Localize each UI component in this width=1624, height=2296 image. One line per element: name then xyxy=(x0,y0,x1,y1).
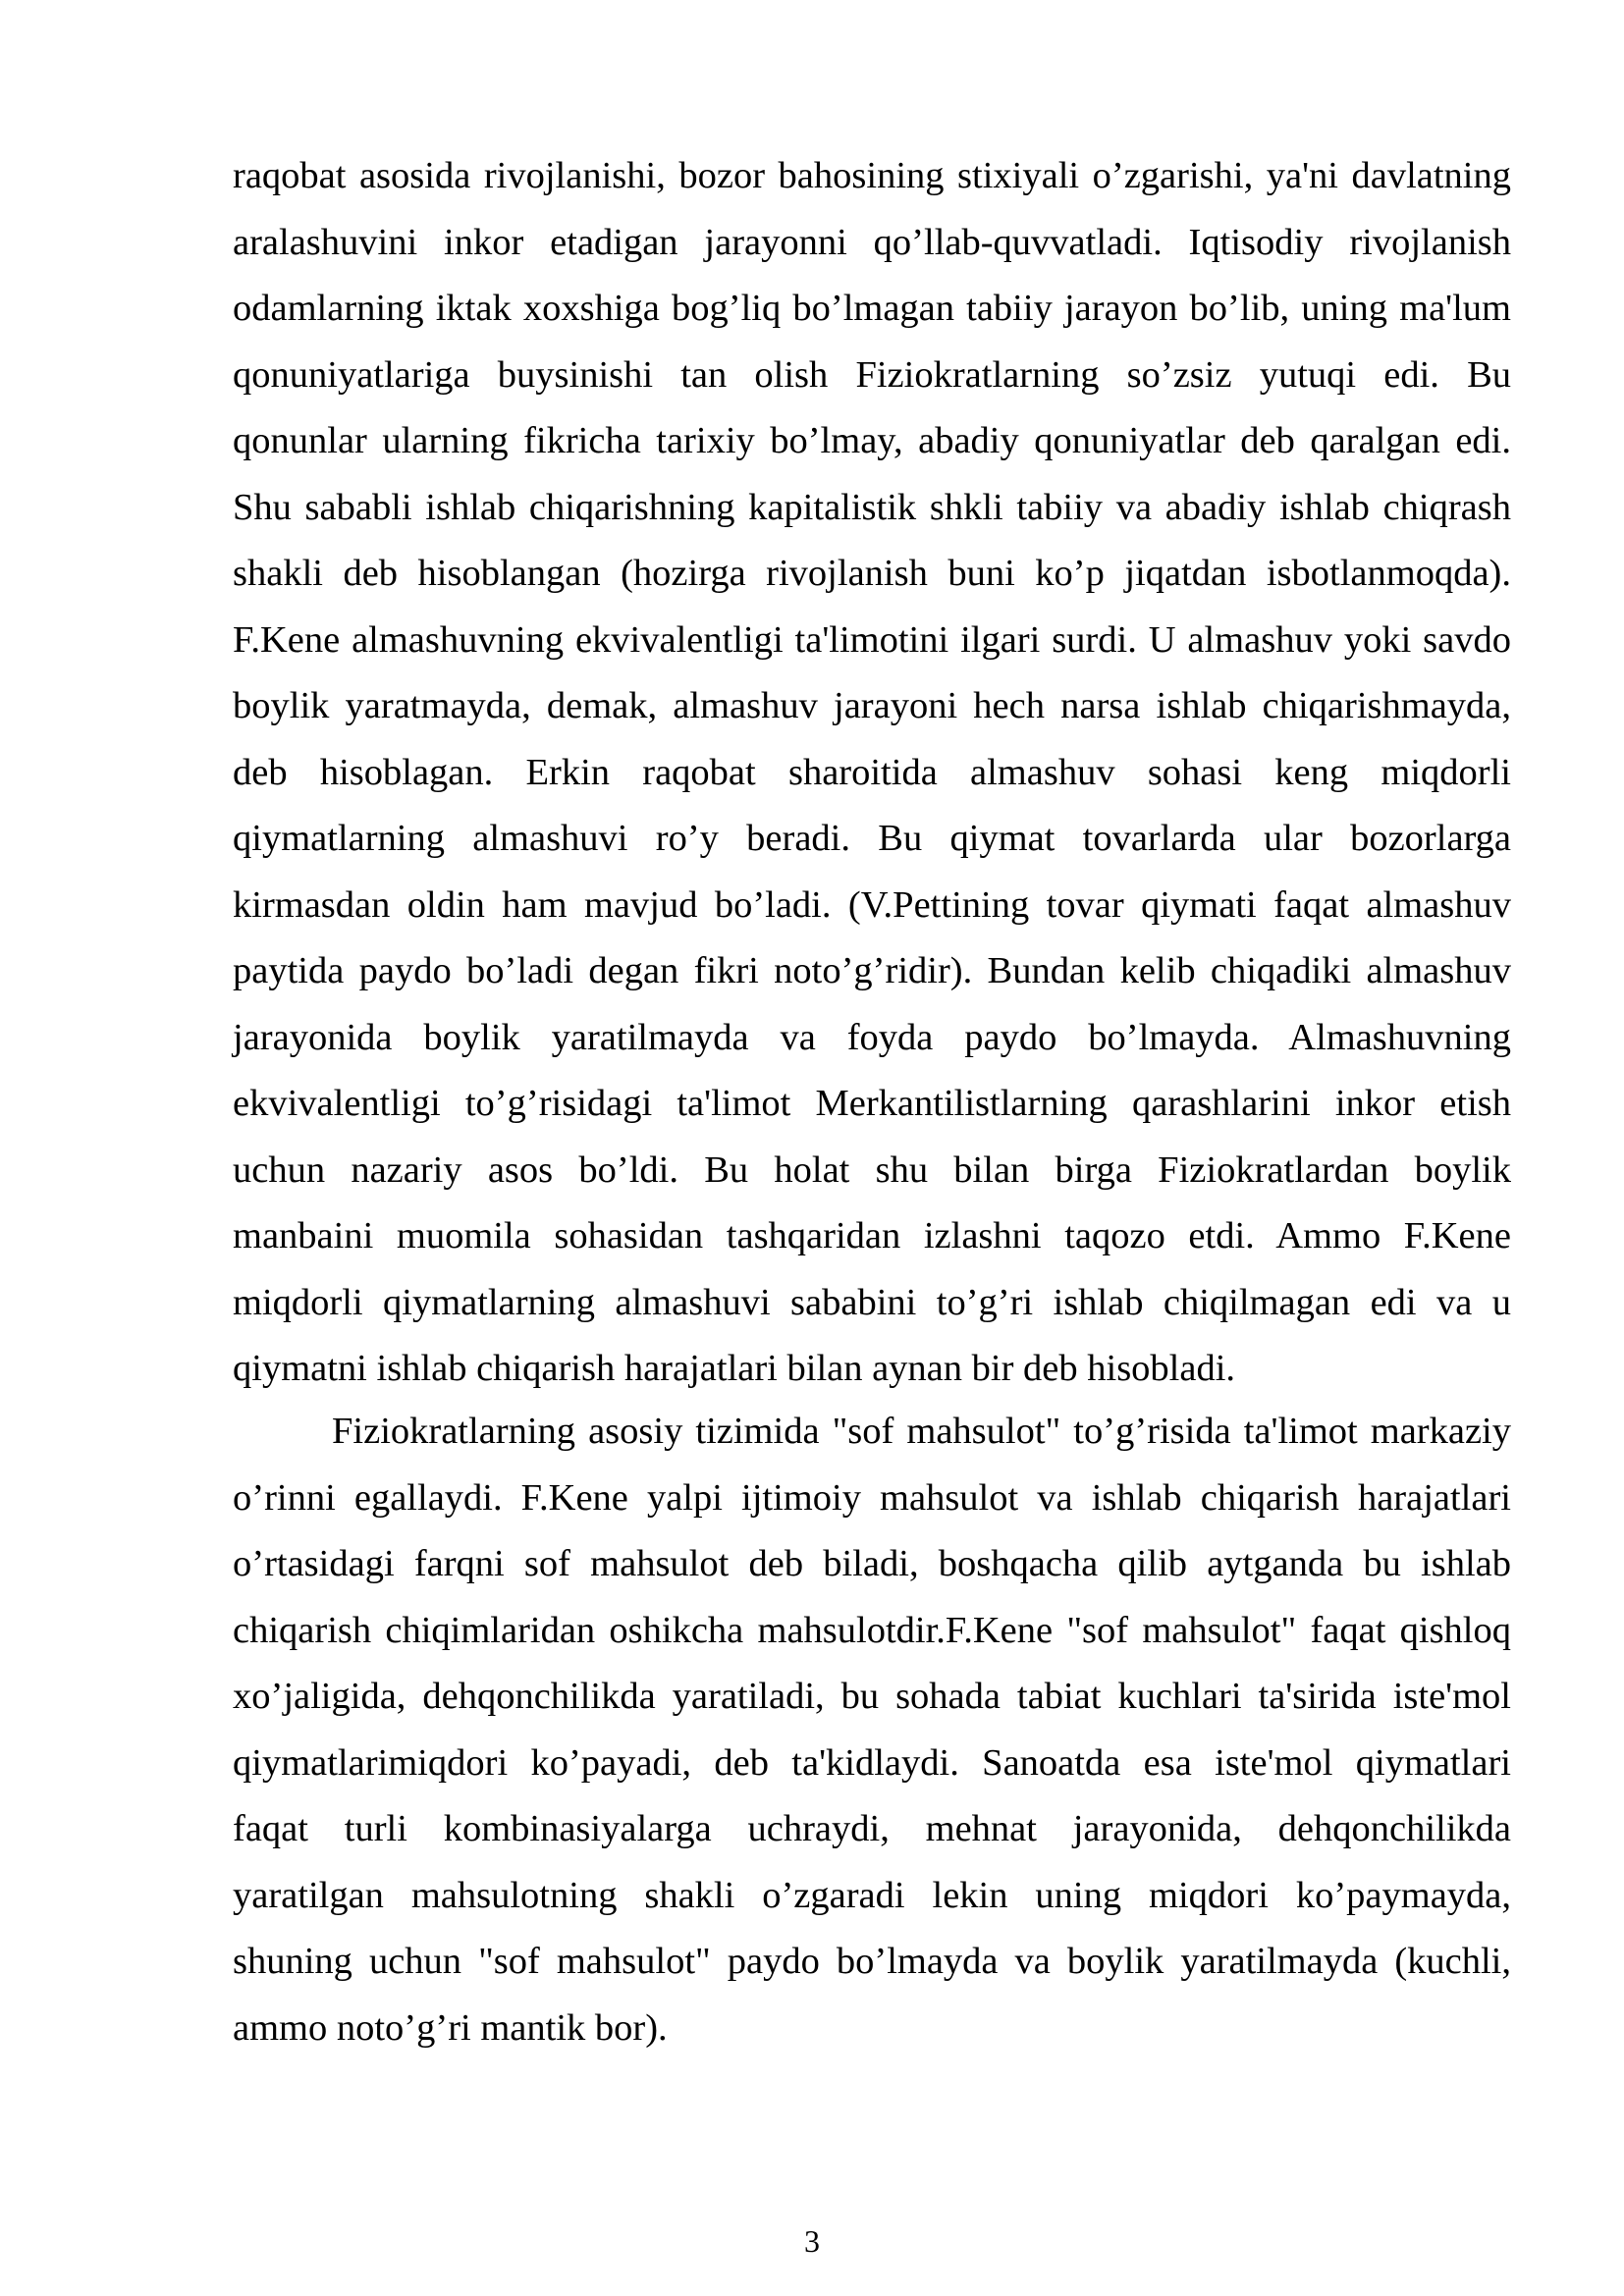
text-line: Fiziokratlarning asosiy tizimida "sof mahsulot" to’g’risida ta'limot markaziy xyxy=(332,1411,1511,1452)
text-line: yaratilgan mahsulotning shakli o’zgaradi lekin uning miqdori ko’paymayda, xyxy=(233,1874,1511,1916)
text-line: manbaini muomila sohasidan tashqaridan izlashni taqozo etdi. Ammo F.Kene xyxy=(233,1215,1511,1256)
text-line: deb hisoblagan. Erkin raqobat sharoitida almashuv sohasi keng miqdorli xyxy=(233,751,1511,793)
text-line: aralashuvini inkor etadigan jarayonni qo’llab-quvvatladi. Iqtisodiy rivojlanish xyxy=(233,221,1511,263)
paragraph-1 xyxy=(233,143,1511,1403)
text-line: Shu sababli ishlab chiqarishning kapitalistik shkli tabiiy va abadiy ishlab chiqrash xyxy=(233,486,1511,528)
text-line: odamlarning iktak xoxshiga bog’liq bo’lmagan tabiiy jarayon bo’lib, uning ma'lum xyxy=(233,288,1511,329)
text-line: miqdorli qiymatlarning almashuvi sababini to’g’ri ishlab chiqilmagan edi va u xyxy=(233,1281,1511,1323)
text-line: paytida paydo bo’ladi degan fikri noto’g’ridir). Bundan kelib chiqadiki almashuv xyxy=(233,950,1511,991)
text-line: qiymatni ishlab chiqarish harajatlari bilan aynan bir deb hisobladi. xyxy=(233,1348,1236,1389)
text-line: faqat turli kombinasiyalarga uchraydi, mehnat jarayonida, dehqonchilikda xyxy=(233,1808,1511,1849)
text-line: ammo noto’g’ri mantik bor). xyxy=(233,2006,668,2049)
text-line: shakli deb hisoblangan (hozirga rivojlanish buni ko’p jiqatdan isbotlanmoqda). xyxy=(233,553,1511,594)
text-line: uchun nazariy asos bo’ldi. Bu holat shu bilan birga Fiziokratlardan boylik xyxy=(233,1148,1511,1191)
text-line: jarayonida boylik yaratilmayda va foyda paydo bo’lmayda. Almashuvning xyxy=(233,1016,1511,1058)
text-line: F.Kene almashuvning ekvivalentligi ta'limotini ilgari surdi. U almashuv yoki savdo xyxy=(233,618,1511,661)
text-line: ekvivalentligi to’g’risidagi ta'limot Merkantilistlarning qarashlarini inkor etish xyxy=(233,1083,1511,1124)
text-line: qonunlar ularning fikricha tarixiy bo’lmay, abadiy qonuniyatlar deb qaralgan edi. xyxy=(233,420,1511,461)
text-line: xo’jaligida, dehqonchilikda yaratiladi, bu sohada tabiat kuchlari ta'sirida iste'mol xyxy=(233,1676,1511,1717)
text-line: raqobat asosida rivojlanishi, bozor bahosining stixiyali o’zgarishi, ya'ni davlatning xyxy=(233,155,1511,196)
text-line: qonuniyatlariga buysinishi tan olish Fiziokratlarning so’zsiz yutuqi edi. Bu xyxy=(233,353,1511,396)
text-line: kirmasdan oldin ham mavjud bo’ladi. (V.Pettining tovar qiymati faqat almashuv xyxy=(233,883,1511,926)
paragraph-2 xyxy=(233,1399,1511,2061)
text-line: o’rtasidagi farqni sof mahsulot deb biladi, boshqacha qilib aytganda bu ishlab xyxy=(233,1543,1511,1584)
text-line: shuning uchun "sof mahsulot" paydo bo’lmayda va boylik yaratilmayda (kuchli, xyxy=(233,1941,1511,1982)
text-line: boylik yaratmayda, demak, almashuv jarayoni hech narsa ishlab chiqarishmayda, xyxy=(233,685,1511,726)
text-line: qiymatlarimiqdori ko’payadi, deb ta'kidlaydi. Sanoatda esa iste'mol qiymatlari xyxy=(233,1741,1511,1784)
page-number: 3 xyxy=(804,2223,820,2259)
text-line: qiymatlarning almashuvi ro’y beradi. Bu qiymat tovarlarda ular bozorlarga xyxy=(233,818,1511,859)
text-line: chiqarish chiqimlaridan oshikcha mahsulotdir.F.Kene "sof mahsulot" faqat qishloq xyxy=(233,1609,1511,1651)
text-line: o’rinni egallaydi. F.Kene yalpi ijtimoiy mahsulot va ishlab chiqarish harajatlari xyxy=(233,1476,1511,1519)
